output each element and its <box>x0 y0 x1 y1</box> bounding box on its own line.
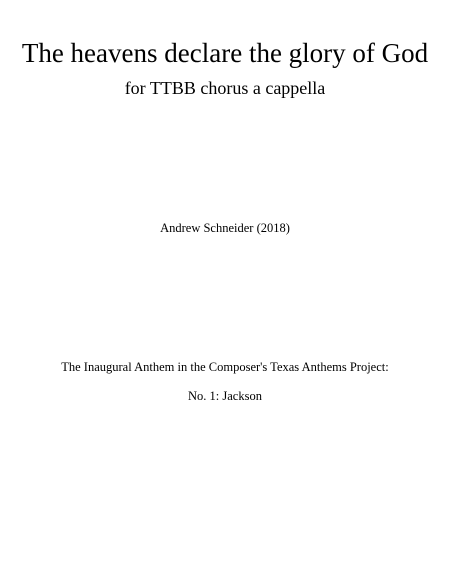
page-title: The heavens declare the glory of God <box>21 38 429 68</box>
project-description: The Inaugural Anthem in the Composer's Texas Anthems Project: <box>61 360 389 374</box>
anthem-number: No. 1: Jackson <box>188 389 262 403</box>
page-subtitle: for TTBB chorus a cappella <box>124 78 326 98</box>
composer-credit: Andrew Schneider (2018) <box>160 221 290 235</box>
